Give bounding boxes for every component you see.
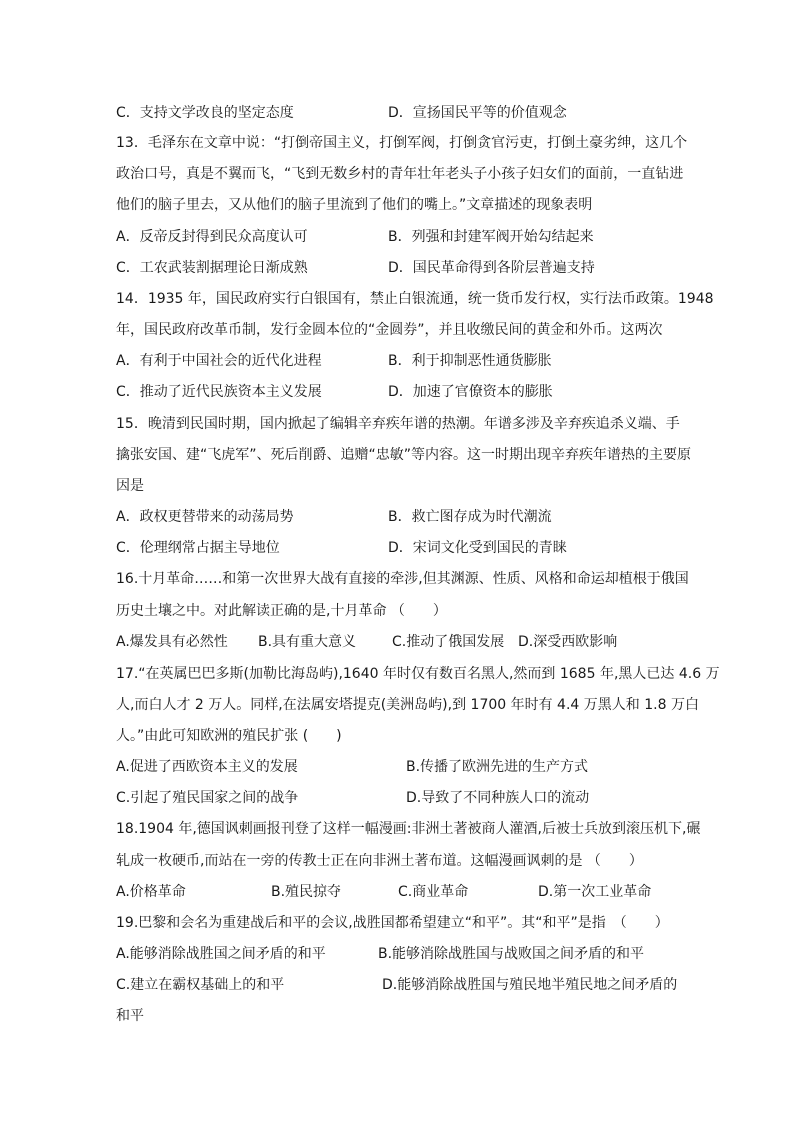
q17-option-b: B.传播了欧洲先进的生产方式 — [406, 759, 589, 775]
q15-option-c: C．伦理纲常占据主导地位 — [116, 540, 280, 556]
q16-option-c: C.推动了俄国发展 — [392, 634, 505, 650]
q19-stem-line-1: 19.巴黎和会名为重建战后和平的会议,战胜国都希望建立“和平”。其“和平”是指 （ ） — [116, 915, 669, 931]
q18-stem-line-1: 18.1904 年,德国讽刺画报刊登了这样一幅漫画:非洲土著被商人灌酒,后被士兵放到滚压机下,碾 — [116, 821, 701, 837]
q13-stem-line-1: 13．毛泽东在文章中说：“打倒帝国主义，打倒军阀，打倒贪官污吏，打倒土豪劣绅，这几个 — [116, 135, 688, 151]
q16-option-d: D.深受西欧影响 — [518, 634, 618, 650]
q12-option-c: C．支持文学改良的坚定态度 — [116, 105, 294, 121]
q17-stem-line-2: 人,而白人才 2 万人。同样,在法属安塔提克(美洲岛屿),到 1700 年时有 4.4 万黑人和 1.8 万白 — [116, 697, 699, 713]
q15-stem-line-2: 擒张安国、建“飞虎军”、死后削爵、追赠“忠敏”等内容。这一时期出现辛弃疾年谱热的主要原 — [116, 447, 692, 463]
q16-option-a: A.爆发具有必然性 — [116, 634, 228, 650]
q18-option-b: B.殖民掠夺 — [271, 884, 342, 900]
q13-option-b: B．列强和封建军阀开始勾结起来 — [388, 229, 594, 245]
q13-option-d: D．国民革命得到各阶层普遍支持 — [388, 260, 595, 276]
q16-stem-line-1: 16.十月革命……和第一次世界大战有直接的牵涉,但其渊源、性质、风格和命运却植根于俄国 — [116, 571, 689, 587]
q14-option-c: C．推动了近代民族资本主义发展 — [116, 384, 322, 400]
q17-option-a: A.促进了西欧资本主义的发展 — [116, 759, 298, 775]
q15-option-a: A．政权更替带来的动荡局势 — [116, 509, 294, 525]
q18-stem-line-2: 轧成一枚硬币,而站在一旁的传教士正在向非洲土著布道。这幅漫画讽刺的是 （ ） — [116, 853, 643, 869]
q15-stem-line-3: 因是 — [116, 478, 144, 494]
q18-option-c: C.商业革命 — [398, 884, 469, 900]
q13-stem-line-3: 他们的脑子里去，又从他们的脑子里流到了他们的嘴上。”文章描述的现象表明 — [116, 197, 593, 213]
q14-option-a: A．有利于中国社会的近代化进程 — [116, 353, 322, 369]
q12-option-d: D．宣扬国民平等的价值观念 — [388, 105, 567, 121]
q19-option-c: C.建立在霸权基础上的和平 — [116, 977, 285, 993]
q14-stem-line-2: 年，国民政府改革币制，发行金圆本位的“金圆券”，并且收缴民间的黄金和外币。这两次 — [116, 322, 663, 338]
q14-option-b: B．利于抑制恶性通货膨胀 — [388, 353, 552, 369]
q17-stem-line-3: 人。”由此可知欧洲的殖民扩张 ( ) — [116, 728, 342, 744]
q17-stem-line-1: 17.“在英属巴巴多斯(加勒比海岛屿),1640 年时仅有数百名黑人,然而到 1685 年,黑人已达 4.6 万 — [116, 666, 720, 682]
q19-option-a: A.能够消除战胜国之间矛盾的和平 — [116, 946, 326, 962]
q14-stem-line-1: 14．1935 年，国民政府实行白银国有，禁止白银流通，统一货币发行权，实行法币政策。1948 — [116, 291, 714, 307]
q13-stem-line-2: 政治口号，真是不翼而飞，“飞到无数乡村的青年壮年老头子小孩子妇女们的面前，一直钻进 — [116, 166, 684, 182]
q15-option-d: D．宋词文化受到国民的青睐 — [388, 540, 567, 556]
q16-option-b: B.具有重大意义 — [258, 634, 357, 650]
q15-option-b: B．救亡图存成为时代潮流 — [388, 509, 552, 525]
q17-option-c: C.引起了殖民国家之间的战争 — [116, 790, 299, 806]
q15-stem-line-1: 15．晚清到民国时期，国内掀起了编辑辛弃疾年谱的热潮。年谱多涉及辛弃疾追杀义端、手 — [116, 416, 680, 432]
q17-option-d: D.导致了不同种族人口的流动 — [406, 790, 590, 806]
q13-option-a: A．反帝反封得到民众高度认可 — [116, 229, 308, 245]
q13-option-c: C．工农武装割据理论日渐成熟 — [116, 260, 308, 276]
q19-option-b: B.能够消除战胜国与战败国之间矛盾的和平 — [378, 946, 645, 962]
q18-option-a: A.价格革命 — [116, 884, 186, 900]
q16-stem-line-2: 历史土壤之中。对此解读正确的是,十月革命 （ ） — [116, 603, 447, 619]
q19-option-d-continued: 和平 — [116, 1008, 144, 1024]
q14-option-d: D．加速了官僚资本的膨胀 — [388, 384, 553, 400]
q19-option-d: D.能够消除战胜国与殖民地半殖民地之间矛盾的 — [382, 977, 678, 993]
q18-option-d: D.第一次工业革命 — [538, 884, 652, 900]
